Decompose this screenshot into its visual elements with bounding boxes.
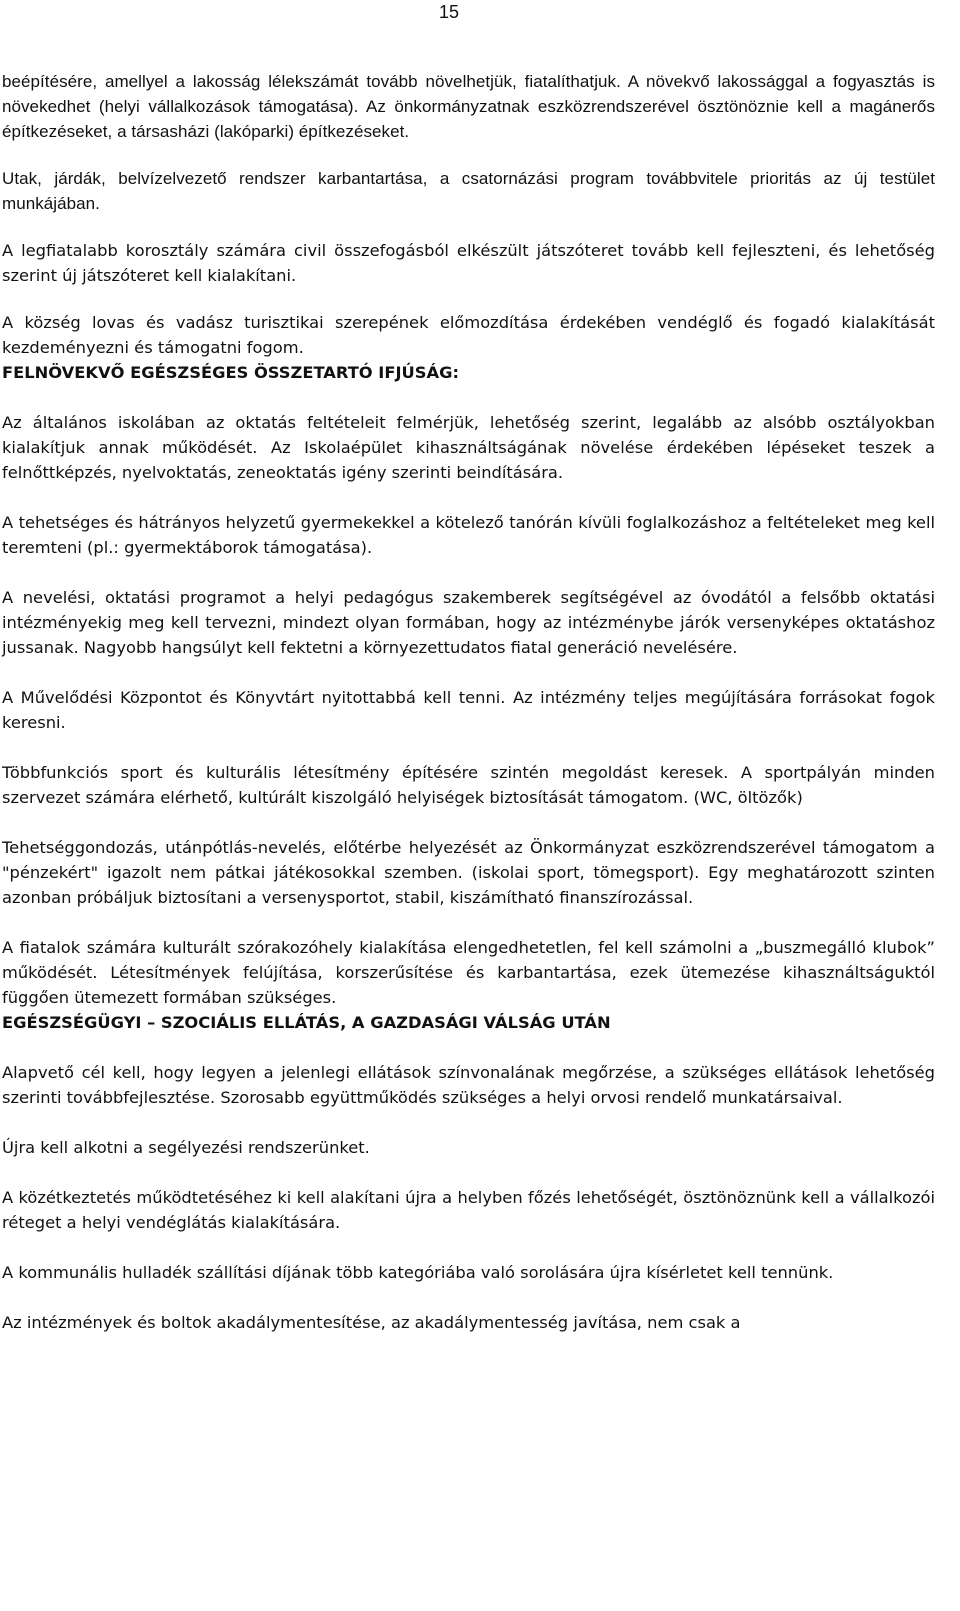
- document-body: [2, 69, 935, 1335]
- paragraph-sports-facility: Többfunkciós sport és kulturális létesítmény építésére szintén megoldást keresek. A sportpályán minden szervezet számára elérhető, kultúrált kiszolgáló helyiségek biztosítását támogatom. (WC, öltözők): [2, 763, 935, 807]
- paragraph-welfare-system: Újra kell alkotni a segélyezési rendszerünket.: [2, 1138, 370, 1157]
- paragraph-talent-care: Tehetséggondozás, utánpótlás-nevelés, előtérbe helyezését az Önkormányzat eszközrendszerével támogatom a "pénzekért" igazolt nem pátkai játékosokkal szemben. (iskolai sport, tömegsport). Egy meghatározott szinten azonban próbáljuk biztosítani a versenysportot, stabil, kiszámítható finanszírozással.: [2, 838, 935, 907]
- section-heading-youth: FELNÖVEKVŐ EGÉSZSÉGES ÖSSZETARTÓ IFJÚSÁG:: [2, 363, 459, 382]
- paragraph-housing: beépítésére, amellyel a lakosság lélekszámát tovább növelhetjük, fiatalíthatjuk. A növekvő lakossággal a fogyasztás is növekedhet (helyi vállalkozások támogatása). Az önkormányzatnak eszközrendszerével ösztönöznie kell a magánerős építkezéseket, a társasházi (lakóparki) építkezéseket.: [2, 72, 935, 141]
- paragraph-playground: A legfiatalabb korosztály számára civil összefogásból elkészült játszóteret tovább kell fejleszteni, és lehetőség szerint új játszóteret kell kialakítani.: [2, 241, 935, 285]
- paragraph-accessibility: Az intézmények és boltok akadálymentesítése, az akadálymentesség javítása, nem csak a: [2, 1313, 741, 1332]
- page-number: 15: [438, 2, 460, 22]
- paragraph-catering: A közétkeztetés működtetéséhez ki kell alakítani újra a helyben főzés lehetőségét, ösztönöznünk kell a vállalkozói réteget a helyi vendéglátás kialakítására.: [2, 1188, 935, 1232]
- section-heading-health: EGÉSZSÉGÜGYI – SZOCIÁLIS ELLÁTÁS, A GAZDASÁGI VÁLSÁG UTÁN: [2, 1013, 611, 1032]
- paragraph-education-program: A nevelési, oktatási programot a helyi pedagógus szakemberek segítségével az óvodától a felsőbb oktatási intézményekig meg kell tervezni, mindezt olyan formában, hogy az intézménybe járók versenyképes oktatáshoz jussanak. Nagyobb hangsúlyt kell fektetni a környezettudatos fiatal generáció nevelésére.: [2, 588, 935, 657]
- paragraph-cultural-centre: A Művelődési Központot és Könyvtárt nyitottabbá kell tenni. Az intézmény teljes megújítására forrásokat fogok keresni.: [2, 688, 935, 732]
- paragraph-youth-entertainment: A fiatalok számára kulturált szórakozóhely kialakítása elengedhetetlen, fel kell számolni a „buszmegálló klubok” működését. Létesítmények felújítása, korszerűsítése és karbantartása, ezek ütemezése kihasználtságuktól függően ütemezett formában szükséges.: [2, 938, 935, 1007]
- paragraph-talented-children: A tehetséges és hátrányos helyzetű gyermekekkel a kötelező tanórán kívüli foglalkozáshoz a feltételeket meg kell teremteni (pl.: gyermektáborok támogatása).: [2, 513, 935, 557]
- paragraph-school: Az általános iskolában az oktatás feltételeit felmérjük, lehetőség szerint, legalább az alsóbb osztályokban kialakítjuk annak működését. Az Iskolaépület kihasználtságának növelése érdekében lépéseket teszek a felnőttképzés, nyelvoktatás, zeneoktatás igény szerinti beindítására.: [2, 413, 935, 482]
- paragraph-health-services: Alapvető cél kell, hogy legyen a jelenlegi ellátások színvonalának megőrzése, a szükséges ellátások lehetőség szerinti továbbfejlesztése. Szorosabb együttműködés szükséges a helyi orvosi rendelő munkatársaival.: [2, 1063, 935, 1107]
- paragraph-waste: A kommunális hulladék szállítási díjának több kategóriába való sorolására újra kísérletet kell tennünk.: [2, 1263, 834, 1282]
- paragraph-tourism: A község lovas és vadász turisztikai szerepének előmozdítása érdekében vendéglő és fogadó kialakítását kezdeményezni és támogatni fogom.: [2, 313, 935, 357]
- paragraph-roads: Utak, járdák, belvízelvezető rendszer karbantartása, a csatornázási program továbbvitele prioritás az új testület munkájában.: [2, 169, 935, 213]
